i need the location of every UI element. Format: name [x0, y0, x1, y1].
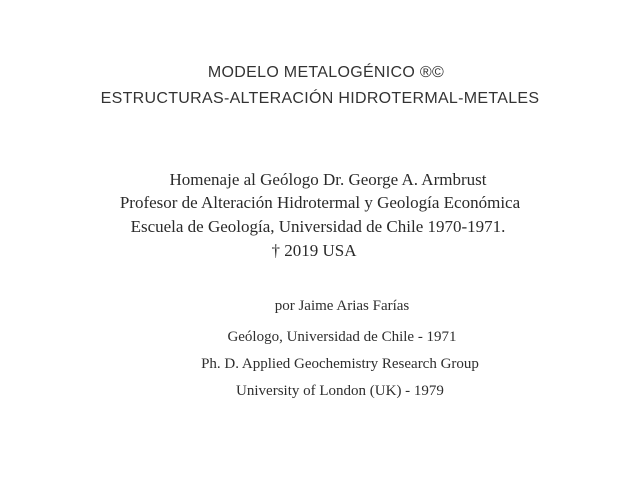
tribute-line-4: † 2019 USA: [271, 241, 357, 260]
heading-line-2: ESTRUCTURAS-ALTERACIÓN HIDROTERMAL-METALES: [100, 90, 540, 107]
tribute-line-2: Profesor de Alteración Hidrotermal y Geología Económica: [119, 193, 521, 212]
heading-line-1: MODELO METALOGÉNICO ®©: [207, 64, 445, 81]
tribute-line-1: Homenaje al Geólogo Dr. George A. Armbrust: [169, 170, 487, 189]
author-line-3: Ph. D. Applied Geochemistry Research Group: [201, 356, 479, 372]
author-line-4: University of London (UK) - 1979: [236, 383, 444, 399]
tribute-line-3: Escuela de Geología, Universidad de Chile 1970-1971.: [130, 217, 506, 236]
author-line-2: Geólogo, Universidad de Chile - 1971: [227, 329, 457, 345]
author-line-1: por Jaime Arias Farías: [274, 298, 410, 314]
